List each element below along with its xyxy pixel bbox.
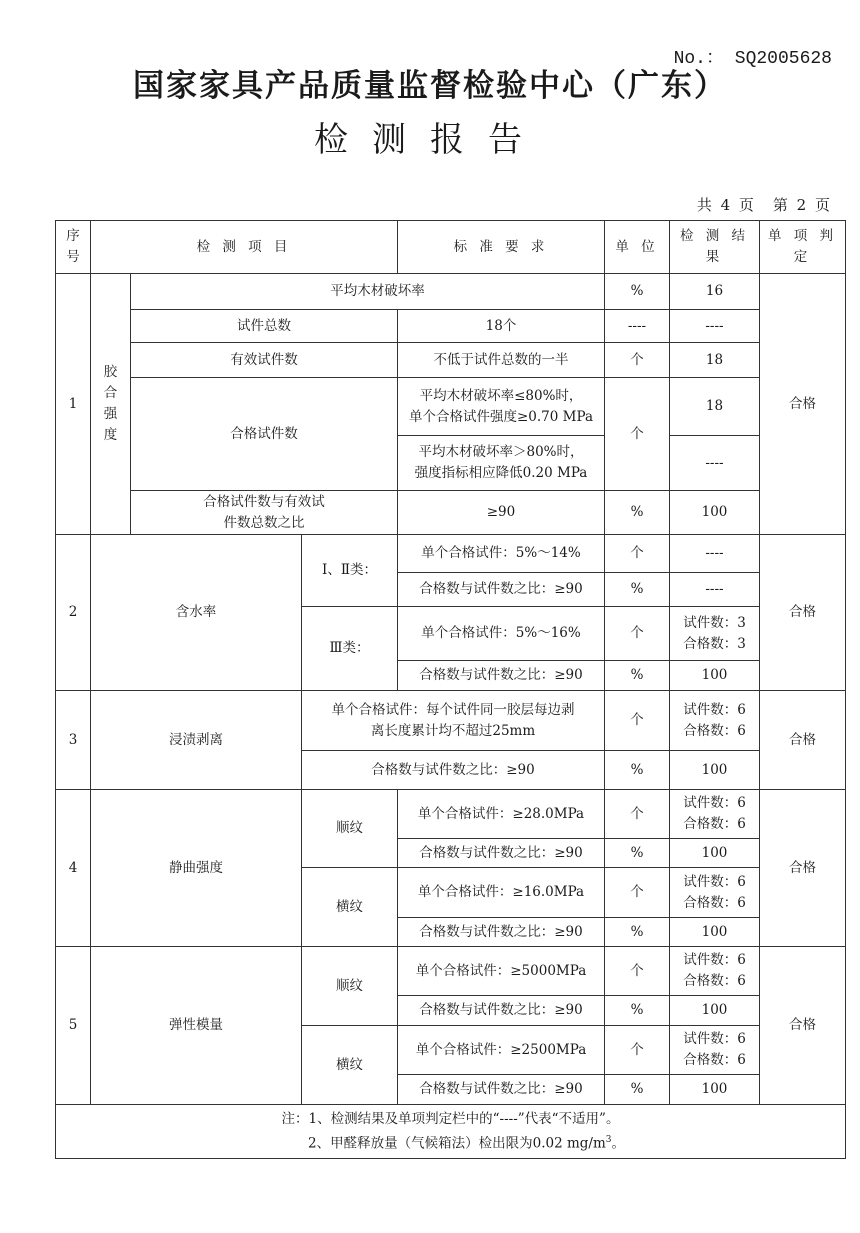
note-superscript: 3: [605, 1134, 612, 1145]
unit-cell: ----: [605, 310, 670, 343]
item-qualified-ratio: [131, 491, 398, 535]
result-cell: [670, 607, 760, 661]
result-line: 合格数：6: [683, 722, 746, 739]
unit-cell: 个: [605, 1026, 670, 1075]
standard-cell: 单个合格试件：≥5000MPa: [398, 947, 605, 996]
verdict-1: 合格: [760, 274, 846, 535]
test-results-table: [55, 220, 846, 1159]
result-cell: [670, 790, 760, 839]
result-cell: 100: [670, 996, 760, 1026]
unit-cell: %: [605, 996, 670, 1026]
item-line: 件数总数之比: [223, 514, 305, 531]
item-name-1: 胶合强度: [91, 274, 131, 535]
result-line: 试件数：6: [683, 701, 746, 718]
result-cell: ----: [670, 573, 760, 607]
standard-cell: 单个合格试件：≥16.0MPa: [398, 868, 605, 918]
result-cell: ----: [670, 535, 760, 573]
standard-cell: 单个合格试件：5%～14%: [398, 535, 605, 573]
result-cell: [670, 691, 760, 751]
result-cell: 100: [670, 491, 760, 535]
result-cell: 100: [670, 1075, 760, 1105]
notes-cell: [56, 1105, 846, 1159]
standard-cell: 合格数与试件数之比：≥90: [398, 918, 605, 947]
result-cell: 100: [670, 751, 760, 790]
unit-cell: %: [605, 1075, 670, 1105]
item-valid-specimens: 有效试件数: [131, 343, 398, 378]
table-row: [56, 343, 846, 378]
unit-cell: 个: [605, 607, 670, 661]
result-line: 合格数：3: [683, 635, 746, 652]
result-cell: 18: [670, 378, 760, 436]
result-cell: 100: [670, 839, 760, 868]
note-line-2: [60, 1130, 841, 1155]
result-cell: 16: [670, 274, 760, 310]
group-label: Ⅲ类：: [302, 607, 398, 691]
result-line: 试件数：6: [683, 873, 746, 890]
result-line: 试件数：6: [683, 1031, 746, 1047]
result-cell: ----: [670, 310, 760, 343]
verdict-4: 合格: [760, 790, 846, 947]
result-line: 合格数：6: [683, 1052, 746, 1068]
result-line: 试件数：6: [683, 795, 746, 811]
result-line: 试件数：6: [683, 952, 746, 968]
unit-cell: 个: [605, 947, 670, 996]
item-line: 合格试件数与有效试: [203, 493, 325, 510]
item-name-3: 浸渍剥离: [91, 691, 302, 790]
unit-cell: 个: [605, 790, 670, 839]
page-info: 共 4 页 第 2 页: [696, 196, 832, 214]
group-label: 横纹: [302, 1026, 398, 1105]
standard-line: 离长度累计均不超过25mm: [370, 722, 536, 739]
standard-line: 单个合格试件强度≥0.70 MPa: [408, 408, 593, 425]
notes-row: [56, 1105, 846, 1159]
standard-cell: 单个合格试件：≥2500MPa: [398, 1026, 605, 1075]
unit-cell: 个: [605, 868, 670, 918]
result-cell: 18: [670, 343, 760, 378]
standard-cell: 18个: [398, 310, 605, 343]
unit-cell: %: [605, 573, 670, 607]
result-cell: 100: [670, 918, 760, 947]
standard-line: 强度指标相应降低0.20 MPa: [414, 465, 588, 481]
standard-cell: 单个合格试件：≥28.0MPa: [398, 790, 605, 839]
item-qualified-specimens: 合格试件数: [131, 378, 398, 491]
standard-cell: ≥90: [398, 491, 605, 535]
standard-cell: 合格数与试件数之比：≥90: [398, 573, 605, 607]
group-label: Ⅰ、Ⅱ类：: [302, 535, 398, 607]
header-standard: 标 准 要 求: [398, 221, 605, 274]
result-cell: [670, 868, 760, 918]
standard-line: 单个合格试件：每个试件同一胶层每边剥: [331, 701, 575, 718]
header-unit: 单 位: [605, 221, 670, 274]
standard-line: 平均木材破坏率＞80%时，: [418, 444, 584, 460]
note-line-2-end: 。: [611, 1135, 625, 1152]
verdict-5: 合格: [760, 947, 846, 1105]
table-row: [56, 691, 846, 751]
unit-cell: %: [605, 274, 670, 310]
standard-cell: 合格数与试件数之比：≥90: [398, 996, 605, 1026]
organization-title: 国家家具产品质量监督检验中心（广东）: [133, 68, 727, 104]
item-wood-failure: 平均木材破坏率: [131, 274, 605, 310]
result-cell: ----: [670, 436, 760, 491]
standard-cell: [302, 691, 605, 751]
result-cell: 100: [670, 661, 760, 691]
item-name-2: 含水率: [91, 535, 302, 691]
document-title: 检测报告: [314, 120, 546, 160]
result-line: 合格数：6: [683, 816, 746, 832]
standard-cell: 合格数与试件数之比：≥90: [302, 751, 605, 790]
table-row: [56, 947, 846, 996]
item-name-4: 静曲强度: [91, 790, 302, 947]
note-line-1: 注：1、检测结果及单项判定栏中的“----”代表“不适用”。: [281, 1110, 620, 1127]
table-row: [56, 378, 846, 436]
header-result: 检 测 结 果: [670, 221, 760, 274]
unit-cell: %: [605, 661, 670, 691]
group-label: 顺纹: [302, 947, 398, 1026]
result-line: 合格数：6: [683, 894, 746, 911]
seq-5: 5: [56, 947, 91, 1105]
seq-1: 1: [56, 274, 91, 535]
unit-cell: 个: [605, 378, 670, 491]
standard-cell: [398, 378, 605, 436]
group-label: 横纹: [302, 868, 398, 947]
table-row: [56, 790, 846, 839]
verdict-2: 合格: [760, 535, 846, 691]
unit-cell: %: [605, 839, 670, 868]
seq-4: 4: [56, 790, 91, 947]
standard-cell: [398, 436, 605, 491]
table-header-row: [56, 221, 846, 274]
header-item: 检 测 项 目: [91, 221, 398, 274]
unit-cell: 个: [605, 691, 670, 751]
unit-cell: %: [605, 751, 670, 790]
standard-line: 平均木材破坏率≤80%时，: [419, 387, 583, 404]
standard-cell: 单个合格试件：5%～16%: [398, 607, 605, 661]
report-number: No.： SQ2005628: [673, 49, 832, 69]
seq-3: 3: [56, 691, 91, 790]
table-row: [56, 310, 846, 343]
standard-cell: 合格数与试件数之比：≥90: [398, 661, 605, 691]
unit-cell: %: [605, 491, 670, 535]
item-name-5: 弹性模量: [91, 947, 302, 1105]
table-row: [56, 491, 846, 535]
note-line-2-text: 2、甲醛释放量（气候箱法）检出限为0.02 mg/m: [308, 1135, 606, 1152]
unit-cell: 个: [605, 343, 670, 378]
unit-cell: %: [605, 918, 670, 947]
result-cell: [670, 1026, 760, 1075]
result-line: 合格数：6: [683, 973, 746, 989]
group-label: 顺纹: [302, 790, 398, 868]
unit-cell: 个: [605, 535, 670, 573]
standard-cell: 合格数与试件数之比：≥90: [398, 1075, 605, 1105]
result-line: 试件数：3: [683, 614, 746, 631]
header-verdict: 单 项 判 定: [760, 221, 846, 274]
item-total-specimens: 试件总数: [131, 310, 398, 343]
verdict-3: 合格: [760, 691, 846, 790]
standard-cell: 合格数与试件数之比：≥90: [398, 839, 605, 868]
standard-cell: 不低于试件总数的一半: [398, 343, 605, 378]
header-seq: 序号: [56, 221, 91, 274]
seq-2: 2: [56, 535, 91, 691]
table-row: [56, 274, 846, 310]
table-row: [56, 535, 846, 573]
result-cell: [670, 947, 760, 996]
